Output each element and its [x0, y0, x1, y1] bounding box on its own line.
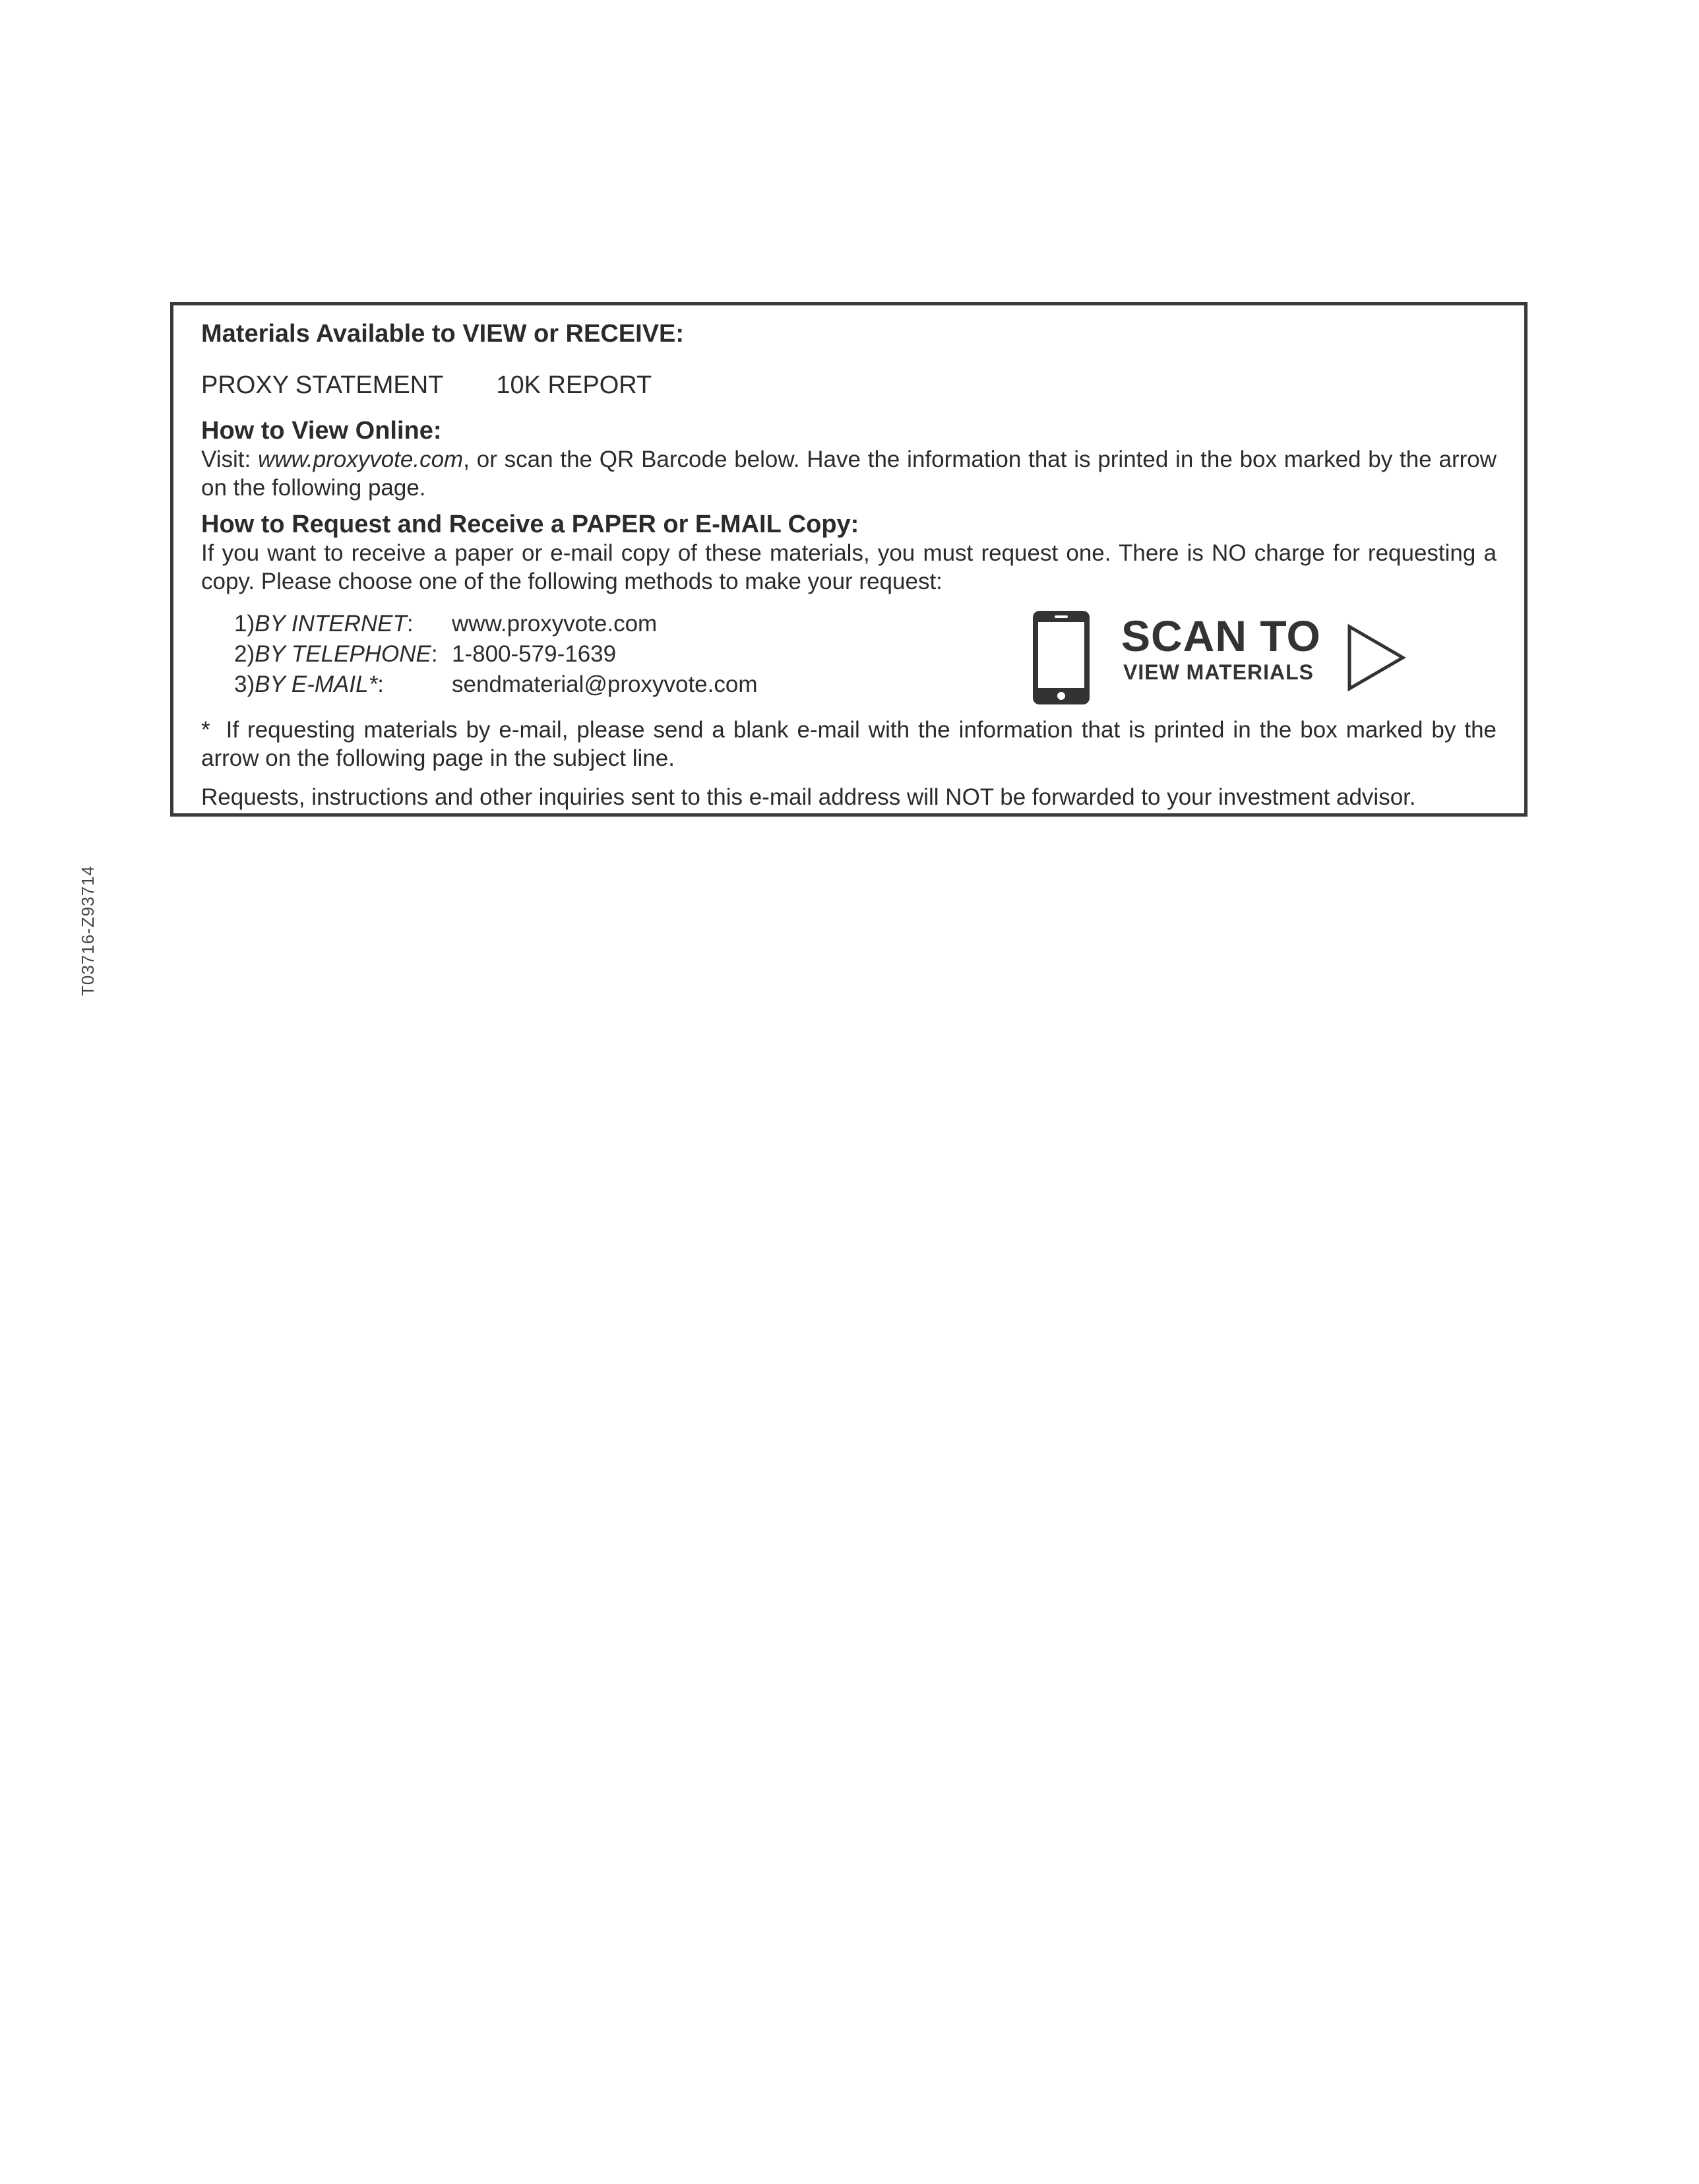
- materials-list: [201, 369, 1497, 402]
- method-label: BY TELEPHONE: [255, 641, 431, 667]
- method-colon: :: [431, 641, 438, 667]
- method-label: BY E-MAIL*: [255, 671, 378, 697]
- view-online-instructions: , or scan the QR Barcode below. Have the information that is printed in the box marked by the arrow on the following page.: [201, 447, 1497, 501]
- email-footnote: [201, 716, 1497, 772]
- method-internet: [234, 609, 658, 639]
- scan-title: SCAN TO: [1121, 611, 1321, 660]
- view-online-heading: How to View Online:: [201, 417, 442, 445]
- method-email: [234, 670, 758, 700]
- method-number: 3): [234, 671, 255, 697]
- footnote-text: If requesting materials by e-mail, please send a blank e-mail with the information that is printed in the box marked by the arrow on the following page in the subject line.: [201, 717, 1497, 771]
- disclaimer-text: Requests, instructions and other inquiries sent to this e-mail address will NOT be forwarded to your investment advisor.: [201, 784, 1416, 810]
- material-proxy-statement: PROXY STATEMENT: [201, 371, 444, 399]
- internet-url[interactable]: www.proxyvote.com: [452, 611, 658, 637]
- method-number: 2): [234, 641, 255, 667]
- method-colon: :: [377, 671, 384, 697]
- email-address[interactable]: sendmaterial@proxyvote.com: [452, 671, 758, 697]
- proxyvote-link[interactable]: www.proxyvote.com: [258, 447, 464, 472]
- scan-subtitle: VIEW MATERIALS: [1123, 660, 1314, 684]
- request-methods: [201, 609, 1497, 708]
- material-10k-report: 10K REPORT: [496, 371, 652, 399]
- view-online-text: [201, 445, 1497, 502]
- scan-to-view-block: [1031, 609, 1427, 708]
- request-heading: How to Request and Receive a PAPER or E-MAIL Copy:: [201, 511, 859, 538]
- method-telephone: [234, 639, 617, 670]
- method-colon: :: [406, 611, 414, 637]
- materials-heading: Materials Available to VIEW or RECEIVE:: [201, 320, 685, 348]
- method-number: 1): [234, 611, 255, 637]
- method-label: BY INTERNET: [255, 611, 407, 637]
- materials-notice-box: [170, 302, 1528, 817]
- visit-prefix: Visit:: [201, 447, 258, 472]
- telephone-number[interactable]: 1-800-579-1639: [452, 641, 617, 667]
- footnote-star: *: [201, 717, 210, 743]
- phone-icon: [1031, 609, 1092, 706]
- request-text: If you want to receive a paper or e-mail copy of these materials, you must request one. There is NO charge for requesting a copy. Please choose one of the following methods to make your request:: [201, 540, 1497, 594]
- play-icon: [1346, 623, 1407, 692]
- document-code: T03716-Z93714: [78, 865, 98, 996]
